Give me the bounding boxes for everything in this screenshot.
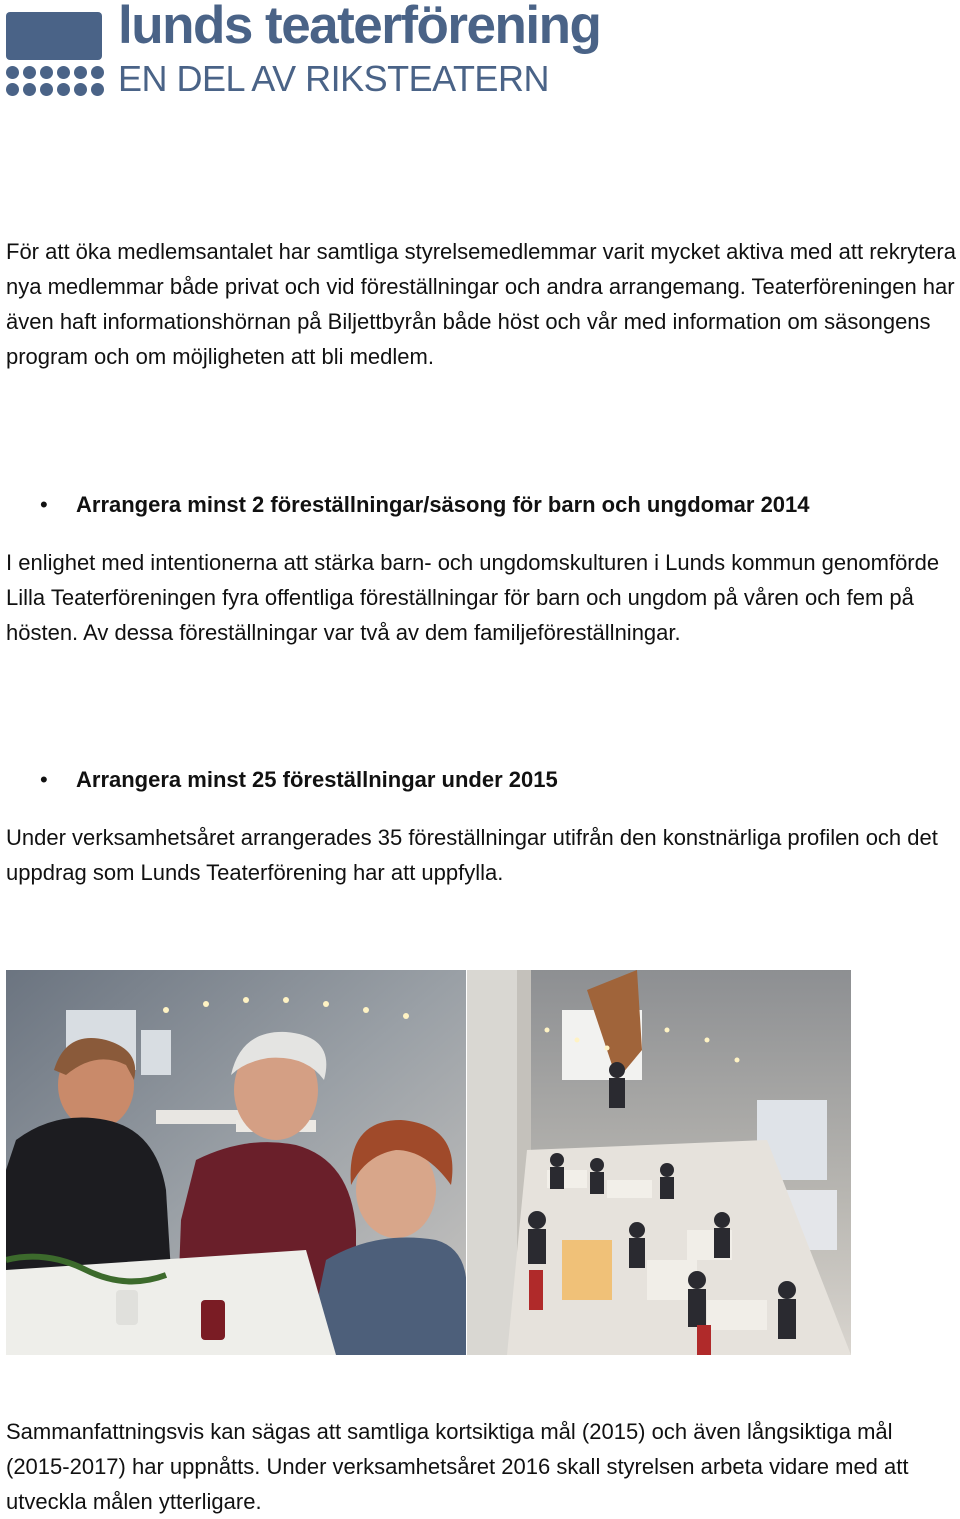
logo-title: lunds teaterförening	[118, 0, 601, 55]
goal-1-paragraph: I enlighet med intentionerna att stärka barn- och ungdomskulturen i Lunds kommun genomförde Lilla Teaterföreningen fyra offentliga föreställningar för barn och ungdom på våren och fem på hösten. Av dessa föreställningar var två av dem familjeföreställningar.	[6, 550, 940, 645]
logo-subtitle: EN DEL AV RIKSTEATERN	[118, 58, 549, 99]
goal-2-heading	[40, 765, 955, 795]
event-photo-right	[467, 970, 851, 1355]
goal-2-heading-text: Arrangera minst 25 föreställningar under 2015	[76, 767, 558, 792]
goal-1-heading-text: Arrangera minst 2 föreställningar/säsong för barn och ungdomar 2014	[76, 492, 810, 517]
organization-logo	[6, 0, 626, 100]
bullet-point: •	[40, 767, 48, 792]
event-photo-left	[6, 970, 466, 1355]
logo-bar	[6, 12, 102, 60]
logo-mark	[6, 0, 106, 100]
goal-2-paragraph: Under verksamhetsåret arrangerades 35 föreställningar utifrån den konstnärliga profilen och det uppdrag som Lunds Teaterförening har att uppfylla.	[6, 825, 938, 885]
bullet-point: •	[40, 492, 48, 517]
logo-dots	[6, 64, 106, 98]
summary-paragraph: Sammanfattningsvis kan sägas att samtliga kortsiktiga mål (2015) och även långsiktiga mål (2015-2017) har uppnåtts. Under verksamhetsåret 2016 skall styrelsen arbeta vidare med att utveckla målen ytterligare.	[6, 1419, 909, 1514]
goal-1-heading	[40, 490, 955, 520]
intro-paragraph: För att öka medlemsantalet har samtliga styrelsemedlemmar varit mycket aktiva med att rekrytera nya medlemmar både privat och vid föreställningar och andra arrangemang. Teaterföreningen har även haft informationshörnan på Biljettbyrån både höst och vår med information om säsongens program och om möjligheten att bli medlem.	[6, 239, 956, 369]
